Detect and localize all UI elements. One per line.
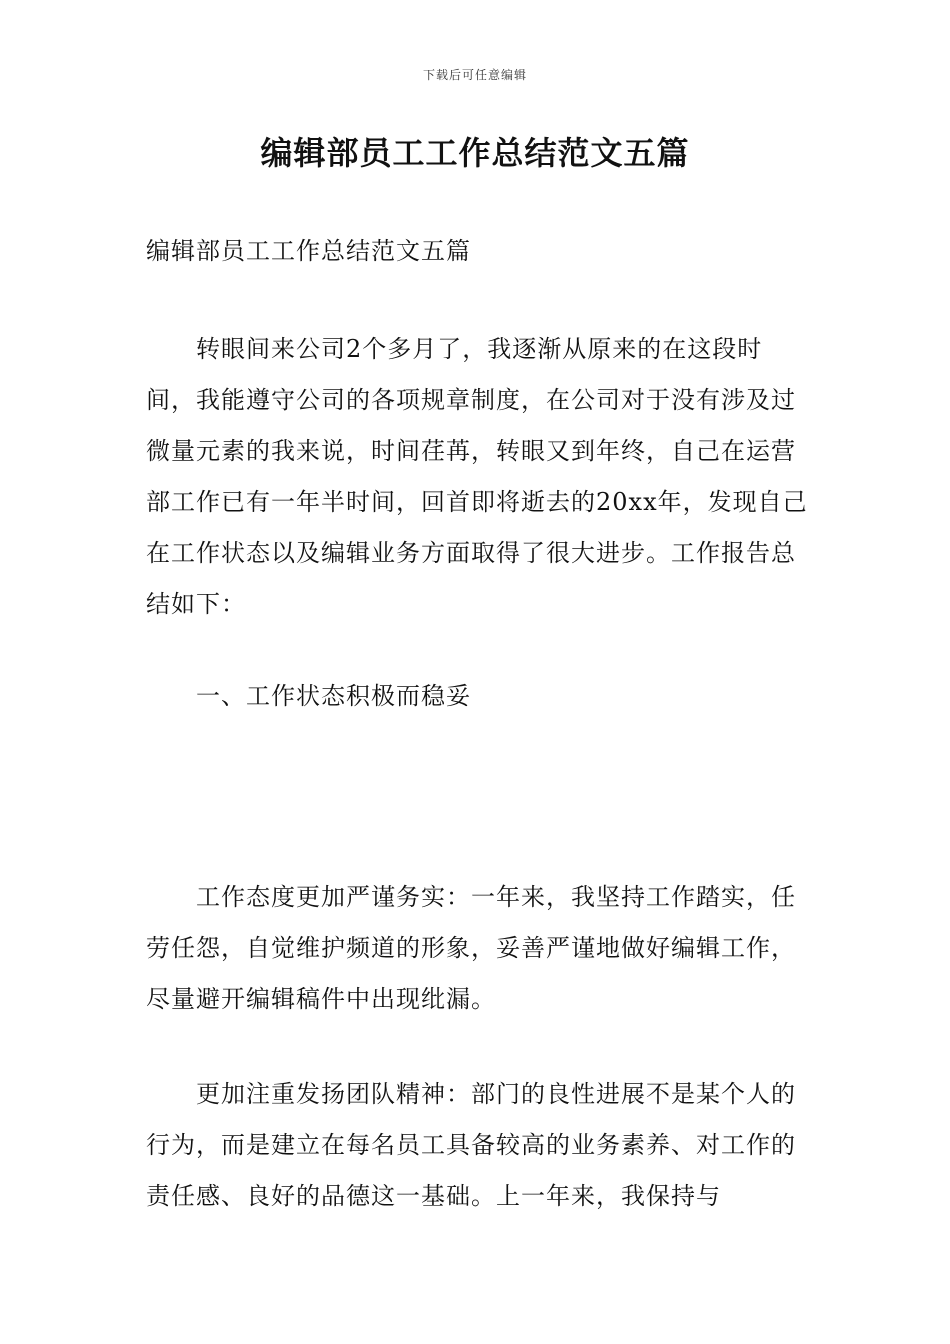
paragraph-team-spirit: 更加注重发扬团队精神：部门的良性进展不是某个人的行为，而是建立在每名员工具备较高的业务素养、对工作的责任感、良好的品德这一基础。上一年来，我保持与: [146, 1080, 796, 1210]
page-header-note: 下载后可任意编辑: [422, 68, 527, 82]
section-heading: 一、工作状态积极而稳妥: [196, 682, 471, 710]
document-subtitle: 编辑部员工工作总结范文五篇: [146, 237, 471, 265]
paragraph-work-attitude: 工作态度更加严谨务实：一年来，我坚持工作踏实，任劳任怨，自觉维护频道的形象，妥善严谨地做好编辑工作，尽量避开编辑稿件中出现纰漏。: [146, 883, 796, 1013]
document-title: 编辑部员工工作总结范文五篇: [260, 134, 690, 172]
paragraph-intro: 转眼间来公司2个多月了，我逐渐从原来的在这段时间，我能遵守公司的各项规章制度，在公司对于没有涉及过微量元素的我来说，时间荏苒，转眼又到年终，自己在运营部工作已有一年半时间，回首即将逝去的20xx年，发现自己在工作状态以及编辑业务方面取得了很大进步。工作报告总结如下：: [146, 335, 808, 618]
